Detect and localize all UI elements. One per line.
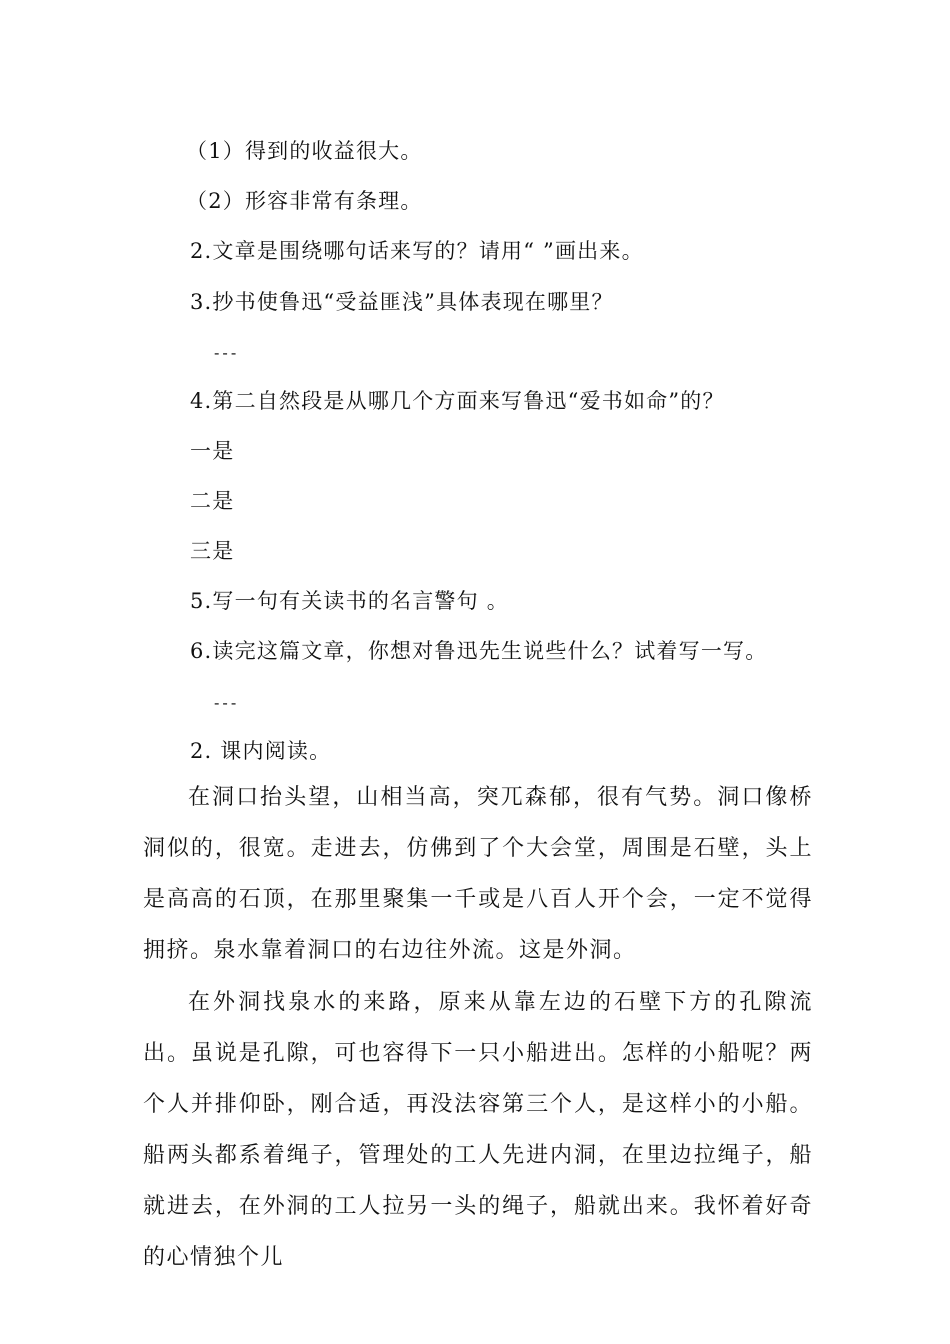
question-2: 2.文章是围绕哪句话来写的？请用“ ”画出来。 [190,239,644,263]
question-4: 4.第二自然段是从哪几个方面来写鲁迅“爱书如命”的？ [190,389,725,413]
question-1-item-1: （1）得到的收益很大。 [186,139,423,163]
question-4-point-3: 三是 [190,539,235,563]
question-4-point-1: 一是 [190,439,235,463]
passage-paragraph-1: 在洞口抬头望，山相当高，突兀森郁，很有气势。洞口像桥洞似的，很宽。走进去，仿佛到了个大会堂，周围是石壁，头上是高高的石顶，在那里聚集一千或是八百人开个会，一定不觉得拥挤。泉水靠着洞口的右边往外流。这是外洞。 [143,785,813,963]
passage-paragraph-2: 在外洞找泉水的来路，原来从靠左边的石壁下方的孔隙流出。虽说是孔隙，可也容得下一只小船进出。怎样的小船呢？两个人并排仰卧，刚合适，再没法容第三个人，是这样小的小船。船两头都系着绳子，管理处的工人先进内洞，在里边拉绳子，船就进去，在外洞的工人拉另一头的绳子，船就出来。我怀着好奇的心情独个儿 [143,990,813,1270]
question-5: 5.写一句有关读书的名言警句 。 [190,589,509,613]
question-1-item-2: （2）形容非常有条理。 [186,189,423,213]
question-6: 6.读完这篇文章，你想对鲁迅先生说些什么？试着写一写。 [190,639,768,663]
answer-blank-1: --- [214,343,240,362]
section-heading: 2. 课内阅读。 [190,739,332,763]
answer-blank-2: --- [214,693,240,712]
question-3: 3.抄书使鲁迅“受益匪浅”具体表现在哪里？ [190,290,614,314]
question-4-point-2: 二是 [190,489,235,513]
